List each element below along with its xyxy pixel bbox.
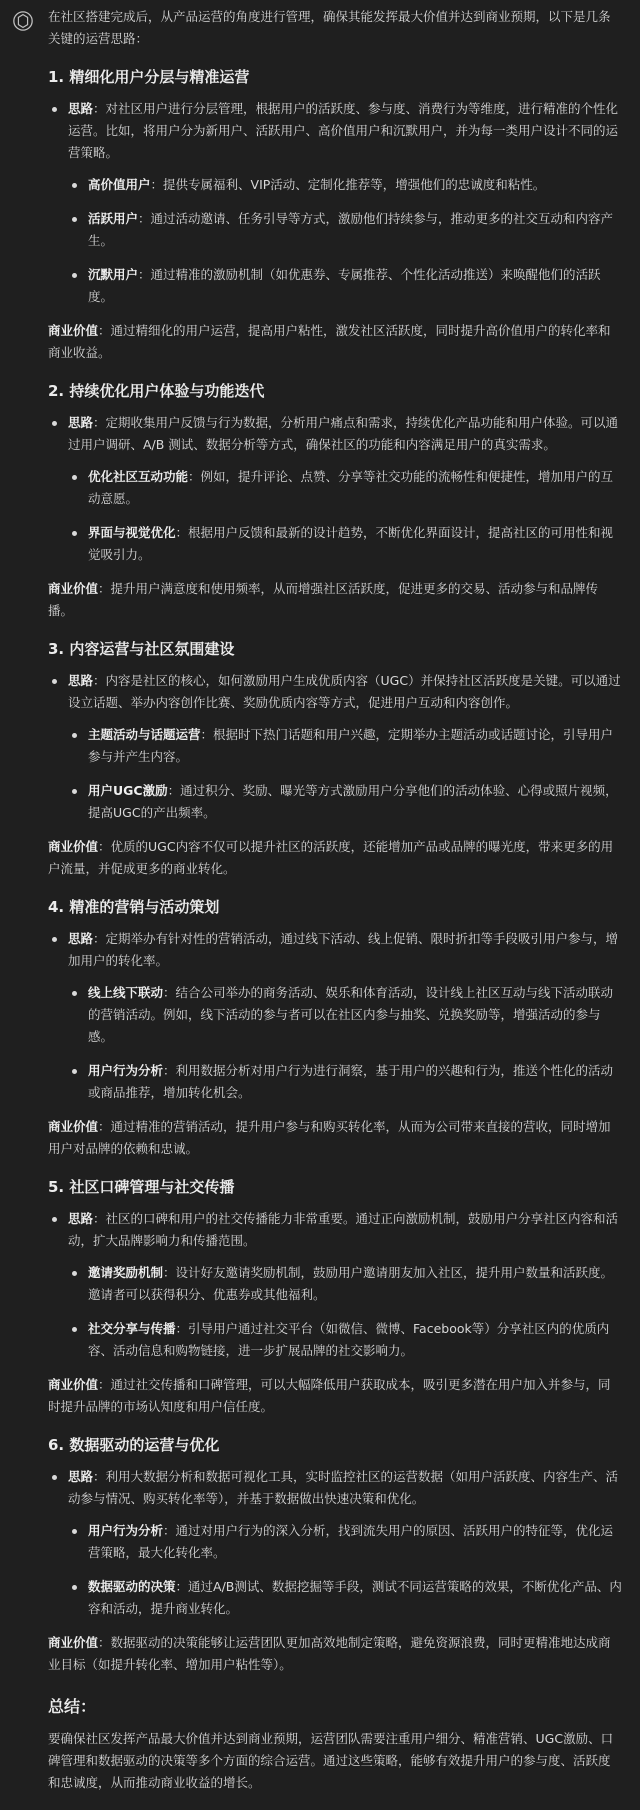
approach-list [48,670,622,824]
business-value [48,1116,622,1160]
sub-item-text: ：通过积分、奖励、曝光等方式激励用户分享他们的活动体验、心得或照片视频，提高UGC的产出频率。 [88,783,618,820]
approach-list [48,928,622,1104]
sub-item-label: 线上线下联动 [88,985,164,1000]
business-value-label: 商业价值 [48,1635,99,1650]
sections-container [48,66,622,1676]
sub-item-label: 用户行为分析 [88,1063,164,1078]
business-value-label: 商业价值 [48,323,99,338]
business-value-text: ：数据驱动的决策能够让运营团队更加高效地制定策略，避免资源浪费，同时更精准地达成商业目标（如提升转化率、增加用户粘性等）。 [48,1635,611,1672]
business-value [48,836,622,880]
section-title: 2. 持续优化用户体验与功能迭代 [48,382,265,400]
section-title: 5. 社区口碑管理与社交传播 [48,1178,235,1196]
approach-text: ：对社区用户进行分层管理，根据用户的活跃度、参与度、消费行为等维度，进行精准的个性化运营。比如，将用户分为新用户、活跃用户、高价值用户和沉默用户，并为每一类用户设计不同的运营策略。 [68,101,619,160]
sub-item-text: ：引导用户通过社交平台（如微信、微博、Facebook等）分享社区内的优质内容、活动信息和购物链接，进一步扩展品牌的社交影响力。 [88,1321,610,1358]
sub-item-label: 用户UGC激励 [88,783,168,798]
business-value-label: 商业价值 [48,1119,99,1134]
approach-text: ：内容是社区的核心，如何激励用户生成优质内容（UGC）并保持社区活跃度是关键。可以通过设立话题、举办内容创作比赛、奖励优质内容等方式，促进用户互动和内容创作。 [68,673,621,710]
business-value-text: ：提升用户满意度和使用频率，从而增强社区活跃度，促进更多的交易、活动参与和品牌传播。 [48,581,599,618]
sub-item-label: 活跃用户 [88,211,139,226]
section-title: 3. 内容运营与社区氛围建设 [48,640,235,658]
sub-item-label: 优化社区互动功能 [88,469,189,484]
sub-item-label: 社交分享与传播 [88,1321,176,1336]
business-value [48,1374,622,1418]
approach-label: 思路 [68,1211,94,1226]
approach-label: 思路 [68,931,94,946]
business-value [48,1632,622,1676]
summary-text: 要确保社区发挥产品最大价值并达到商业预期，运营团队需要注重用户细分、精准营销、UGC激励、口碑管理和数据驱动的决策等多个方面的综合运营。通过这些策略，能够有效提升用户的参与度、活跃度和忠诚度，从而推动商业收益的增长。 [48,1731,614,1790]
sub-item [68,208,622,252]
sub-item [68,1318,622,1362]
sub-item [68,1520,622,1564]
business-value-label: 商业价值 [48,1377,99,1392]
section [48,1434,622,1676]
sub-item-text: ：根据时下热门话题和用户兴趣，定期举办主题活动或话题讨论，引导用户参与并产生内容。 [88,727,614,764]
sub-item-text: ：通过精准的激励机制（如优惠券、专属推荐、个性化活动推送）来唤醒他们的活跃度。 [88,267,601,304]
section [48,66,622,364]
section [48,1176,622,1418]
sub-list [68,1262,622,1362]
approach-label: 思路 [68,415,94,430]
sub-item [68,724,622,768]
sub-list [68,1520,622,1620]
approach-text: ：利用大数据分析和数据可视化工具，实时监控社区的运营数据（如用户活跃度、内容生产、活动参与情况、购买转化率等），并基于数据做出快速决策和优化。 [68,1469,619,1506]
approach-item [48,670,622,824]
approach-label: 思路 [68,673,94,688]
approach-label: 思路 [68,1469,94,1484]
section-title: 6. 数据驱动的运营与优化 [48,1436,220,1454]
approach-list [48,412,622,566]
approach-list [48,1466,622,1620]
business-value [48,578,622,622]
business-value [48,320,622,364]
sub-item-text: ：结合公司举办的商务活动、娱乐和体育活动，设计线上社区互动与线下活动联动的营销活动。例如，线下活动的参与者可以在社区内参与抽奖、兑换奖励等，增强活动的参与感。 [88,985,614,1044]
sub-item-text: ：通过A/B测试、数据挖掘等手段，测试不同运营策略的效果，不断优化产品、内容和活动，提升商业转化。 [88,1579,622,1616]
sub-item [68,466,622,510]
approach-text: ：社区的口碑和用户的社交传播能力非常重要。通过正向激励机制，鼓励用户分享社区内容和活动，扩大品牌影响力和传播范围。 [68,1211,619,1248]
sub-item-label: 主题活动与话题运营 [88,727,201,742]
summary-title: 总结： [48,1697,97,1716]
business-value-text: ：通过社交传播和口碑管理，可以大幅降低用户获取成本，吸引更多潜在用户加入并参与，同时提升品牌的市场认知度和用户信任度。 [48,1377,611,1414]
approach-list [48,98,622,308]
business-value-label: 商业价值 [48,581,99,596]
sub-item [68,174,622,196]
sub-item-text: ：利用数据分析对用户行为进行洞察，基于用户的兴趣和行为，推送个性化的活动或商品推荐，增加转化机会。 [88,1063,614,1100]
approach-text: ：定期收集用户反馈与行为数据，分析用户痛点和需求，持续优化产品功能和用户体验。可以通过用户调研、A/B 测试、数据分析等方式，确保社区的功能和内容满足用户的真实需求。 [68,415,619,452]
sub-item-text: ：设计好友邀请奖励机制，鼓励用户邀请朋友加入社区，提升用户数量和活跃度。邀请者可以获得积分、优惠券或其他福利。 [88,1265,614,1302]
sub-item-label: 用户行为分析 [88,1523,164,1538]
sub-item [68,982,622,1048]
sub-item [68,522,622,566]
sub-item [68,1060,622,1104]
sub-item-label: 数据驱动的决策 [88,1579,176,1594]
business-value-label: 商业价值 [48,839,99,854]
approach-item [48,1466,622,1620]
sub-item [68,780,622,824]
sub-item [68,1576,622,1620]
sub-item-label: 界面与视觉优化 [88,525,176,540]
sub-list [68,466,622,566]
business-value-text: ：通过精细化的用户运营，提高用户粘性，激发社区活跃度，同时提升高价值用户的转化率和商业收益。 [48,323,611,360]
sub-item-label: 沉默用户 [88,267,139,282]
approach-item [48,1208,622,1362]
section [48,896,622,1160]
section-title: 4. 精准的营销与活动策划 [48,898,220,916]
sub-item [68,1262,622,1306]
approach-label: 思路 [68,101,94,116]
sub-item-label: 邀请奖励机制 [88,1265,164,1280]
sub-item-text: ：提供专属福利、VIP活动、定制化推荐等，增强他们的忠诚度和粘性。 [150,177,546,192]
approach-item [48,928,622,1104]
sub-list [68,982,622,1104]
approach-list [48,1208,622,1362]
sub-item-label: 高价值用户 [88,177,151,192]
sub-list [68,724,622,824]
sub-item-text: ：通过对用户行为的深入分析，找到流失用户的原因、活跃用户的特征等，优化运营策略，最大化转化率。 [88,1523,614,1560]
approach-item [48,412,622,566]
sub-item-text: ：通过活动邀请、任务引导等方式，激励他们持续参与，推动更多的社交互动和内容产生。 [88,211,614,248]
section-title: 1. 精细化用户分层与精准运营 [48,68,250,86]
assistant-logo-icon [12,10,34,32]
section [48,380,622,622]
approach-text: ：定期举办有针对性的营销活动，通过线下活动、线上促销、限时折扣等手段吸引用户参与，增加用户的转化率。 [68,931,619,968]
sub-list [68,174,622,308]
sub-item-text: ：例如，提升评论、点赞、分享等社交功能的流畅性和便捷性，增加用户的互动意愿。 [88,469,614,506]
intro-text: 在社区搭建完成后，从产品运营的角度进行管理，确保其能发挥最大价值并达到商业预期，以下是几条关键的运营思路： [48,9,611,46]
business-value-text: ：通过精准的营销活动，提升用户参与和购买转化率，从而为公司带来直接的营收，同时增加用户对品牌的依赖和忠诚。 [48,1119,611,1156]
business-value-text: ：优质的UGC内容不仅可以提升社区的活跃度，还能增加产品或品牌的曝光度，带来更多的用户流量，并促成更多的商业转化。 [48,839,614,876]
sub-item [68,264,622,308]
sub-item-text: ：根据用户反馈和最新的设计趋势，不断优化界面设计，提高社区的可用性和视觉吸引力。 [88,525,614,562]
approach-item [48,98,622,308]
section [48,638,622,880]
